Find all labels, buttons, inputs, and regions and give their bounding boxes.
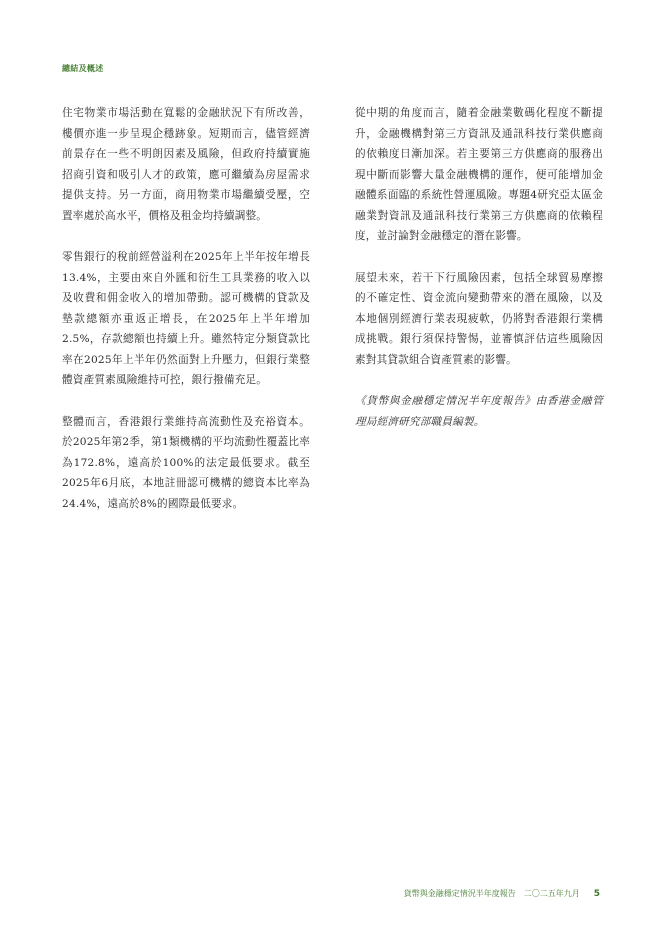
paragraph-liquidity-capital: 整體而言，香港銀行業維持高流動性及充裕資本。於2025年第2季，第1類機構的平均流動性覆蓋比率為172.8%，遠高於100%的法定最低要求。截至2025年6月底，本地註冊認可機構的總資本比率為24.4%，遠高於8%的國際最低要求。 [62,415,310,510]
page-number: 5 [593,889,600,899]
footer-publication-title: 貨幣與金融穩定情況半年度報告 [403,889,516,898]
page-footer [404,888,600,899]
paragraph-retail-banks: 零售銀行的稅前經營溢利在2025年上半年按年增長13.4%，主要由來自外匯和衍生工具業務的收入以及收費和佣金收入的增加帶動。認可機構的貸款及墊款總額亦重返正增長，在2025年上半年增加2.5%，存款總額也持續上升。雖然特定分類貸款比率在2025年上半年仍然面對上升壓力，但銀行業整體資產質素風險維持可控，銀行撥備充足。 [62,251,310,386]
footer-date: 二〇二五年九月 [523,889,580,898]
section-header: 總結及概述 [62,64,104,73]
report-credit: 《貨幣與金融穩定情況半年度報告》由香港金融管理局經濟研究部職員編製。 [355,395,603,428]
paragraph-property-market: 住宅物業市場活動在寬鬆的金融狀況下有所改善，樓價亦進一步呈現企穩跡象。短期而言，儘管經濟前景存在一些不明朗因素及風險，但政府持續實施招商引資和吸引人才的政策，應可繼續為房屋需求提供支持。另一方面，商用物業市場繼續受壓，空置率處於高水平，價格及租金均持續調整。 [62,107,310,222]
paragraph-digitalisation: 從中期的角度而言，隨着金融業數碼化程度不斷提升，金融機構對第三方資訊及通訊科技行業供應商的依賴度日漸加深。若主要第三方供應商的服務出現中斷而影響大量金融機構的運作，便可能增加金融體系面臨的系統性營運風險。專題4研究亞太區金融業對資訊及通訊科技行業第三方供應商的依賴程度，並討論對金融穩定的潛在影響。 [355,107,603,242]
left-column [62,103,310,535]
right-column [355,103,603,453]
paragraph-outlook: 展望未來，若干下行風險因素，包括全球貿易摩擦的不確定性、資金流向變動帶來的潛在風險，以及本地個別經濟行業表現疲軟，仍將對香港銀行業構成挑戰。銀行須保持警惕，並審慎評估這些風險因素對其貸款組合資產質素的影響。 [355,271,603,366]
